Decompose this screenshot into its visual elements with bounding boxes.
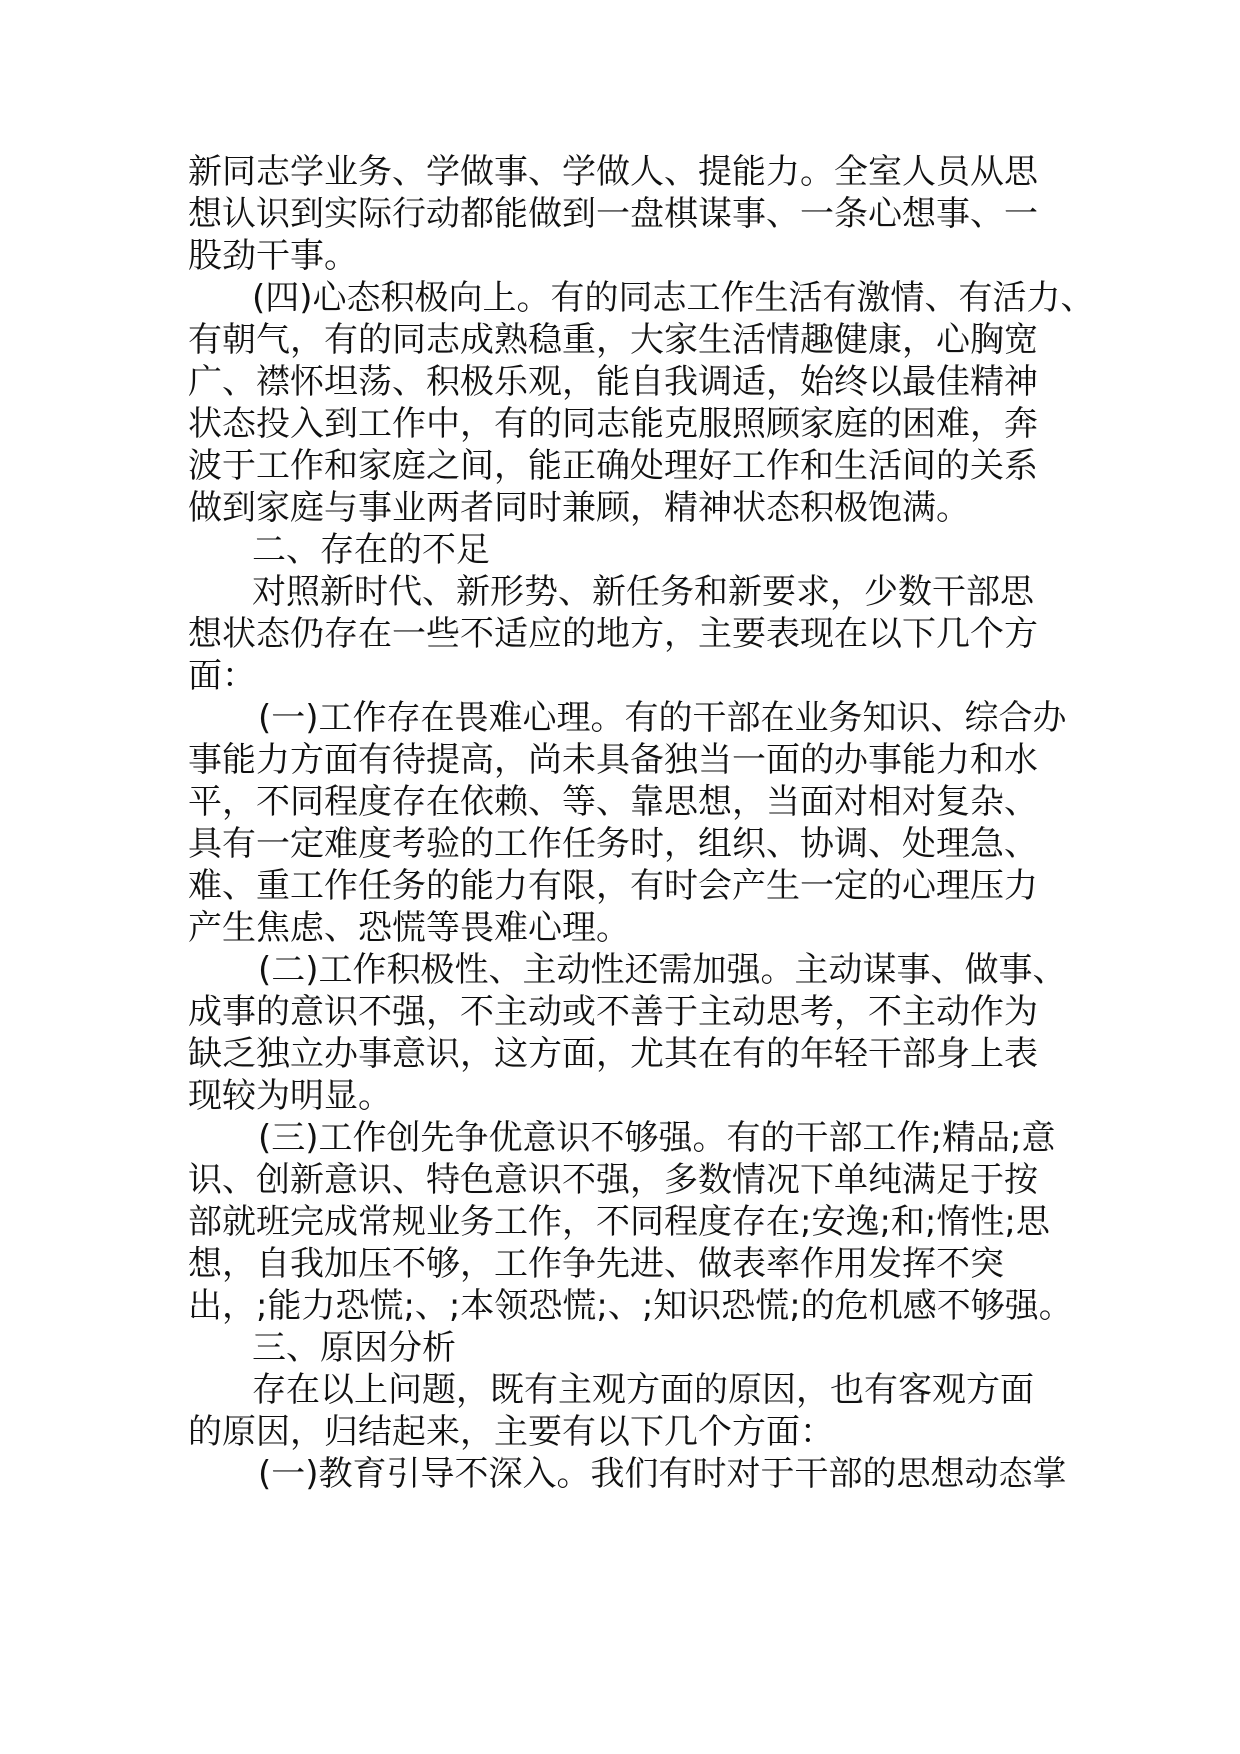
text-line: 成事的意识不强，不主动或不善于主动思考，不主动作为 bbox=[188, 992, 1038, 1032]
text-line: (二)工作积极性、主动性还需加强。主动谋事、做事、 bbox=[258, 950, 1067, 990]
text-line: 缺乏独立办事意识，这方面，尤其在有的年轻干部身上表 bbox=[188, 1034, 1038, 1074]
text-line: 状态投入到工作中，有的同志能克服照顾家庭的困难，奔 bbox=[188, 404, 1038, 444]
text-line: 对照新时代、新形势、新任务和新要求，少数干部思 bbox=[252, 572, 1034, 612]
text-line: (一)工作存在畏难心理。有的干部在业务知识、综合办 bbox=[258, 698, 1067, 738]
text-line: 新同志学业务、学做事、学做人、提能力。全室人员从思 bbox=[188, 152, 1038, 192]
text-line: 波于工作和家庭之间，能正确处理好工作和生活间的关系 bbox=[188, 446, 1038, 486]
text-line: 具有一定难度考验的工作任务时，组织、协调、处理急、 bbox=[188, 824, 1038, 864]
text-line: 难、重工作任务的能力有限，有时会产生一定的心理压力 bbox=[188, 866, 1038, 906]
text-line: 部就班完成常规业务工作，不同程度存在;安逸;和;惰性;思 bbox=[188, 1202, 1050, 1242]
text-line: 做到家庭与事业两者同时兼顾，精神状态积极饱满。 bbox=[188, 488, 970, 528]
text-line: 事能力方面有待提高，尚未具备独当一面的办事能力和水 bbox=[188, 740, 1038, 780]
text-line: 有朝气，有的同志成熟稳重，大家生活情趣健康，心胸宽 bbox=[188, 320, 1038, 360]
text-line: (三)工作创先争优意识不够强。有的干部工作;精品;意 bbox=[258, 1118, 1056, 1158]
text-line: 想状态仍存在一些不适应的地方，主要表现在以下几个方 bbox=[188, 614, 1038, 654]
text-line: 想认识到实际行动都能做到一盘棋谋事、一条心想事、一 bbox=[188, 194, 1038, 234]
text-line: 存在以上问题，既有主观方面的原因，也有客观方面 bbox=[252, 1370, 1034, 1410]
text-line: (一)教育引导不深入。我们有时对于干部的思想动态掌 bbox=[258, 1454, 1067, 1494]
text-line: 现较为明显。 bbox=[188, 1076, 392, 1116]
text-line: 股劲干事。 bbox=[188, 236, 358, 276]
text-line: 广、襟怀坦荡、积极乐观，能自我调适，始终以最佳精神 bbox=[188, 362, 1038, 402]
text-line: 平，不同程度存在依赖、等、靠思想，当面对相对复杂、 bbox=[188, 782, 1038, 822]
section-heading: 三、原因分析 bbox=[252, 1328, 456, 1368]
text-line: 面： bbox=[188, 656, 256, 696]
text-line: 出，;能力恐慌;、;本领恐慌;、;知识恐慌;的危机感不够强。 bbox=[188, 1286, 1073, 1326]
text-line: 识、创新意识、特色意识不强，多数情况下单纯满足于按 bbox=[188, 1160, 1038, 1200]
text-line: 想，自我加压不够，工作争先进、做表率作用发挥不突 bbox=[188, 1244, 1004, 1284]
section-heading: 二、存在的不足 bbox=[252, 530, 490, 570]
text-line: 产生焦虑、恐慌等畏难心理。 bbox=[188, 908, 630, 948]
text-line: (四)心态积极向上。有的同志工作生活有激情、有活力、 bbox=[252, 278, 1095, 318]
text-line: 的原因，归结起来，主要有以下几个方面： bbox=[188, 1412, 834, 1452]
